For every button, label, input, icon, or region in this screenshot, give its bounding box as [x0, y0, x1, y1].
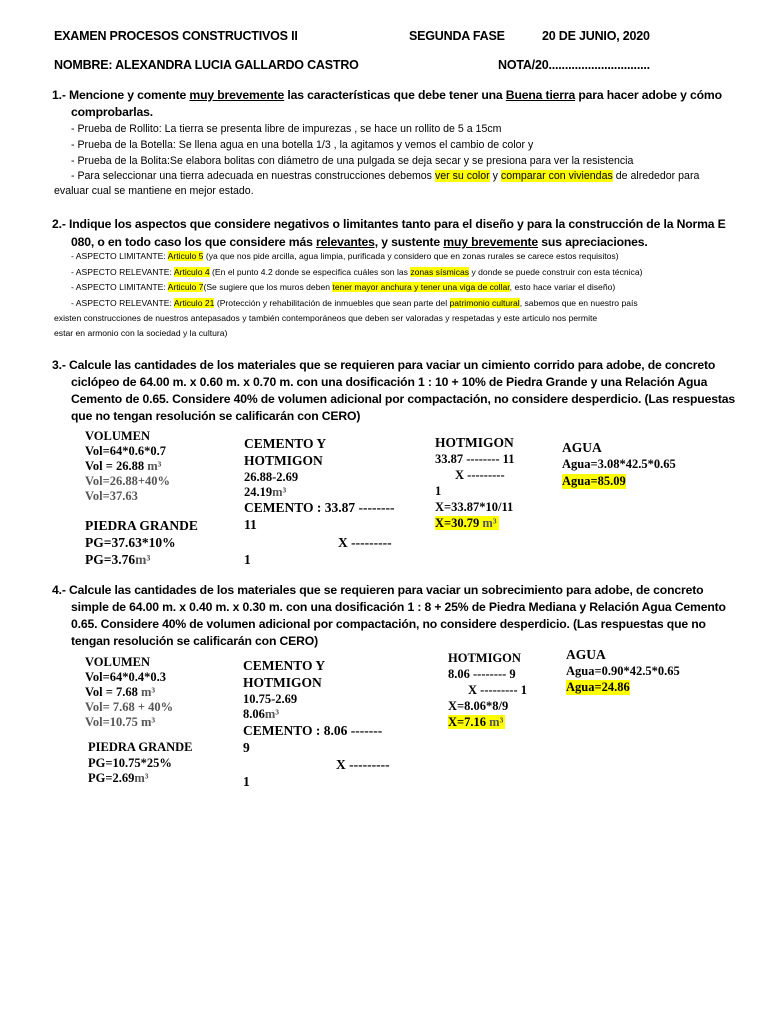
exam-date: 20 DE JUNIO, 2020: [542, 29, 650, 43]
q4-statement-line4: tengan resolución se calificarán con CERO): [71, 634, 318, 648]
q1-answer-3: - Prueba de la Bolita:Se elabora bolitas con diámetro de una pulgada se deja secar y se presiona para ver la resistencia: [71, 155, 634, 167]
q2-aspect-2-label: - ASPECTO RELEVANTE:: [71, 267, 174, 277]
q3-statement-line4: que no tengan resolución se calificarán con CERO): [71, 409, 361, 423]
q3-piedra-result: [85, 552, 150, 568]
q4-volumen-unit: m³: [140, 685, 156, 699]
q3-piedra-title: PIEDRA GRANDE: [85, 518, 198, 533]
q1-suffix: para hacer adobe y cómo: [575, 88, 722, 102]
q1-statement: [52, 88, 722, 102]
q2-aspect-3-highlight: tener mayor anchura y tener una viga de collar: [332, 282, 510, 292]
q1-answer-4a: - Para seleccionar una tierra adecuada en nuestras construcciones debemos: [71, 170, 435, 182]
q4-hotmigon-value: X=7.16: [448, 715, 490, 729]
q1-answer-4c: de alrededor para: [612, 170, 700, 182]
q3-cemento-value: 24.19: [244, 485, 273, 499]
q4-cemento-one: 1: [243, 774, 250, 789]
q2-aspect-4-highlight: patrimonio cultural: [449, 298, 520, 308]
q4-volumen-result: [85, 685, 155, 700]
q3-agua-title: AGUA: [562, 440, 602, 455]
q3-hotmigon-formula: X=33.87*10/11: [435, 500, 514, 514]
q4-hotmigon-title: HOTMIGON: [448, 651, 521, 665]
q1-answer-4-line2: evaluar cual se mantiene en mejor estado.: [54, 185, 254, 197]
q1-answer-4: [71, 170, 699, 182]
q2-aspect-1-article: Articulo 5: [167, 251, 204, 261]
q2-aspect-2-text-end: y donde se puede construir con esta técnica): [469, 267, 643, 277]
q4-hotmigon-x: X --------- 1: [468, 683, 527, 697]
q3-volumen-result: [85, 459, 161, 474]
q4-volumen-formula: Vol=64*0.4*0.3: [85, 670, 166, 684]
q2-aspect-4-label: - ASPECTO RELEVANTE:: [71, 298, 174, 308]
q3-agua-formula: Agua=3.08*42.5*0.65: [562, 457, 676, 471]
q3-cemento-calc-2: [244, 485, 286, 500]
q2-aspect-3-label: - ASPECTO LIMITANTE:: [71, 282, 168, 292]
q2-aspect-2-highlight: zonas sísmicas: [410, 267, 470, 277]
q3-cemento-calc-1: 26.88-2.69: [244, 470, 299, 484]
q4-cemento-unit: m³: [264, 707, 280, 721]
q1-highlight-1: ver su color: [434, 170, 490, 182]
q2-aspect-2: [71, 267, 643, 277]
q3-cemento-title-1: CEMENTO Y: [244, 436, 327, 451]
q4-piedra-unit: m³: [134, 771, 149, 785]
q2-line2c: sus apreciaciones.: [538, 235, 648, 249]
q4-volumen-total-value: Vol=10.75: [85, 715, 141, 729]
q4-cemento-calc-2: [243, 707, 279, 722]
q3-volumen-formula: Vol=64*0.6*0.7: [85, 444, 166, 458]
q3-volumen-total: Vol=37.63: [85, 489, 138, 503]
q1-highlight-2: comparar con viviendas: [500, 170, 613, 182]
q4-statement-line3: 0.65. Considere 40% de volumen adicional por compactación, no considere desperdicio. (Las respuestas que no: [71, 617, 706, 631]
q2-statement-line2: [71, 235, 648, 249]
q3-hotmigon-title: HOTMIGON: [435, 435, 514, 450]
q4-piedra-result: [88, 771, 149, 786]
q3-cemento-unit: m³: [272, 485, 287, 499]
q2-aspect-3: [71, 282, 615, 292]
q2-aspect-3-text: (Se sugiere que los muros deben: [203, 282, 333, 292]
q4-volumen-plus: Vol= 7.68 + 40%: [85, 700, 174, 714]
q2-aspect-2-article: Articulo 4: [173, 267, 210, 277]
q4-volumen-title: VOLUMEN: [85, 655, 151, 669]
q3-piedra-unit: m³: [135, 552, 151, 567]
q2-aspect-3-article: Articulo 7: [167, 282, 204, 292]
q3-piedra-formula: PG=37.63*10%: [85, 535, 176, 550]
q3-hotmigon-one: 1: [435, 484, 442, 498]
q1-prefix: 1.- Mencione y comente: [52, 88, 190, 102]
exam-title: EXAMEN PROCESOS CONSTRUCTIVOS II: [54, 29, 298, 43]
q3-hotmigon-x: X ---------: [455, 468, 505, 482]
q3-cemento-ratio-value: 11: [244, 517, 257, 532]
q1-statement-line2: comprobarlas.: [71, 105, 154, 119]
q4-volumen-total: [85, 715, 155, 730]
q2-aspect-4: [71, 298, 638, 308]
q3-volumen-unit: m³: [147, 459, 162, 473]
q3-cemento-title-2: HOTMIGON: [244, 453, 323, 468]
q3-hotmigon-result: [435, 516, 499, 531]
q3-hotmigon-unit: m³: [482, 516, 497, 530]
q3-cemento-ratio: CEMENTO : 33.87 --------: [244, 500, 395, 515]
q3-statement-line2: ciclópeo de 64.00 m. x 0.60 m. x 0.70 m. con una dosificación 1 : 10 + 10% de Piedra Grande y una Relación Agua: [71, 375, 708, 389]
q2-aspect-4-text: (Protección y rehabilitación de inmuebles que sean parte del: [214, 298, 450, 308]
q2-line2a: 080, o en todo caso los que considere más: [71, 235, 316, 249]
q3-cemento-x: X ---------: [338, 535, 392, 550]
q3-hotmigon-ratio: 33.87 -------- 11: [435, 452, 515, 466]
q3-cemento-one: 1: [244, 552, 251, 567]
q4-statement-line1: 4.- Calcule las cantidades de los materiales que se requieren para vaciar un sobrecimiento para adobe, de concreto: [52, 583, 704, 597]
q2-aspect-4-line3: estar en armonio con la sociedad y la cultura): [54, 328, 228, 338]
q4-volumen-total-unit: m³: [140, 715, 156, 729]
q3-statement-line1: 3.- Calcule las cantidades de los materiales que se requieren para vaciar un cimiento corrido para adobe, de concreto: [52, 358, 716, 372]
q4-cemento-x: X ---------: [336, 757, 390, 772]
q3-hotmigon-value: X=30.79: [435, 516, 483, 530]
q2-aspect-1-text: (ya que nos pide arcilla, agua limpia, purificada y considero que en zonas rurales se carece estos requisitos): [203, 251, 619, 261]
q1-underline-2: Buena tierra: [505, 88, 576, 102]
q2-aspect-4-text-end: , sabemos que en nuestro país: [519, 298, 638, 308]
student-name: NOMBRE: ALEXANDRA LUCIA GALLARDO CASTRO: [54, 58, 359, 72]
q4-volumen-value: Vol = 7.68: [85, 685, 141, 699]
exam-phase: SEGUNDA FASE: [409, 29, 505, 43]
q2-aspect-4-article: Articulo 21: [173, 298, 215, 308]
q4-cemento-ratio-value: 9: [243, 740, 250, 755]
q2-underline-2: muy brevemente: [443, 235, 539, 249]
q4-piedra-value: PG=2.69: [88, 771, 135, 785]
q4-piedra-formula: PG=10.75*25%: [88, 756, 172, 770]
q4-agua-result: Agua=24.86: [566, 680, 630, 694]
q4-hotmigon-unit: m³: [489, 715, 504, 729]
q3-volumen-title: VOLUMEN: [85, 429, 151, 443]
q4-piedra-title: PIEDRA GRANDE: [88, 740, 193, 754]
q4-agua-formula: Agua=0.90*42.5*0.65: [566, 664, 680, 678]
q2-aspect-2-text: (En el punto 4.2 donde se especifica cuáles son las: [209, 267, 411, 277]
q2-statement: 2.- Indique los aspectos que considere negativos o limitantes tanto para el diseño y para la construcción de la Norma E: [52, 217, 726, 231]
q3-agua-result: Agua=85.09: [562, 474, 626, 488]
q4-cemento-ratio: CEMENTO : 8.06 -------: [243, 723, 383, 738]
q3-statement-line3: Cemento de 0.65. Considere 40% de volumen adicional por compactación, no considere desperdicio. (Las respuestas: [71, 392, 736, 406]
q2-aspect-1-label: - ASPECTO LIMITANTE:: [71, 251, 168, 261]
q4-statement-line2: simple de 64.00 m. x 0.40 m. x 0.30 m. con una dosificación 1 : 8 + 25% de Piedra Mediana y Relación Agua Cemento: [71, 600, 726, 614]
q4-hotmigon-result: [448, 715, 505, 730]
q4-hotmigon-formula: X=8.06*8/9: [448, 699, 509, 713]
q4-cemento-calc-1: 10.75-2.69: [243, 692, 298, 706]
q4-agua-title: AGUA: [566, 647, 606, 662]
q3-volumen-value: Vol = 26.88: [85, 459, 148, 473]
q2-aspect-4-line2: existen construcciones de nuestros antepasados y también contemporáneos que deben ser valoradas y respetadas y este articulo nos permite: [54, 313, 598, 323]
q1-answer-2: - Prueba de la Botella: Se llena agua en una botella 1/3 , la agitamos y vemos el cambio de color y: [71, 139, 534, 151]
grade-line: NOTA/20...............................: [498, 58, 650, 72]
q2-line2b: y sustente: [378, 235, 444, 249]
q4-cemento-title-1: CEMENTO Y: [243, 658, 326, 673]
q1-underline-1: muy brevemente: [189, 88, 285, 102]
q3-volumen-plus: Vol=26.88+40%: [85, 474, 170, 488]
q4-hotmigon-ratio: 8.06 -------- 9: [448, 667, 516, 681]
q1-answer-1: - Prueba de Rollito: La tierra se presenta libre de impurezas , se hace un rollito de 5 a 15cm: [71, 123, 502, 135]
q4-cemento-value: 8.06: [243, 707, 265, 721]
q1-mid: las características que debe tener una: [284, 88, 506, 102]
q2-aspect-1: [71, 251, 619, 261]
q2-underline-1: relevantes,: [315, 235, 379, 249]
q4-cemento-title-2: HOTMIGON: [243, 675, 322, 690]
q1-answer-4b: y: [489, 170, 501, 182]
q2-aspect-3-text-end: , esto hace variar el diseño): [509, 282, 616, 292]
q3-piedra-value: PG=3.76: [85, 552, 136, 567]
